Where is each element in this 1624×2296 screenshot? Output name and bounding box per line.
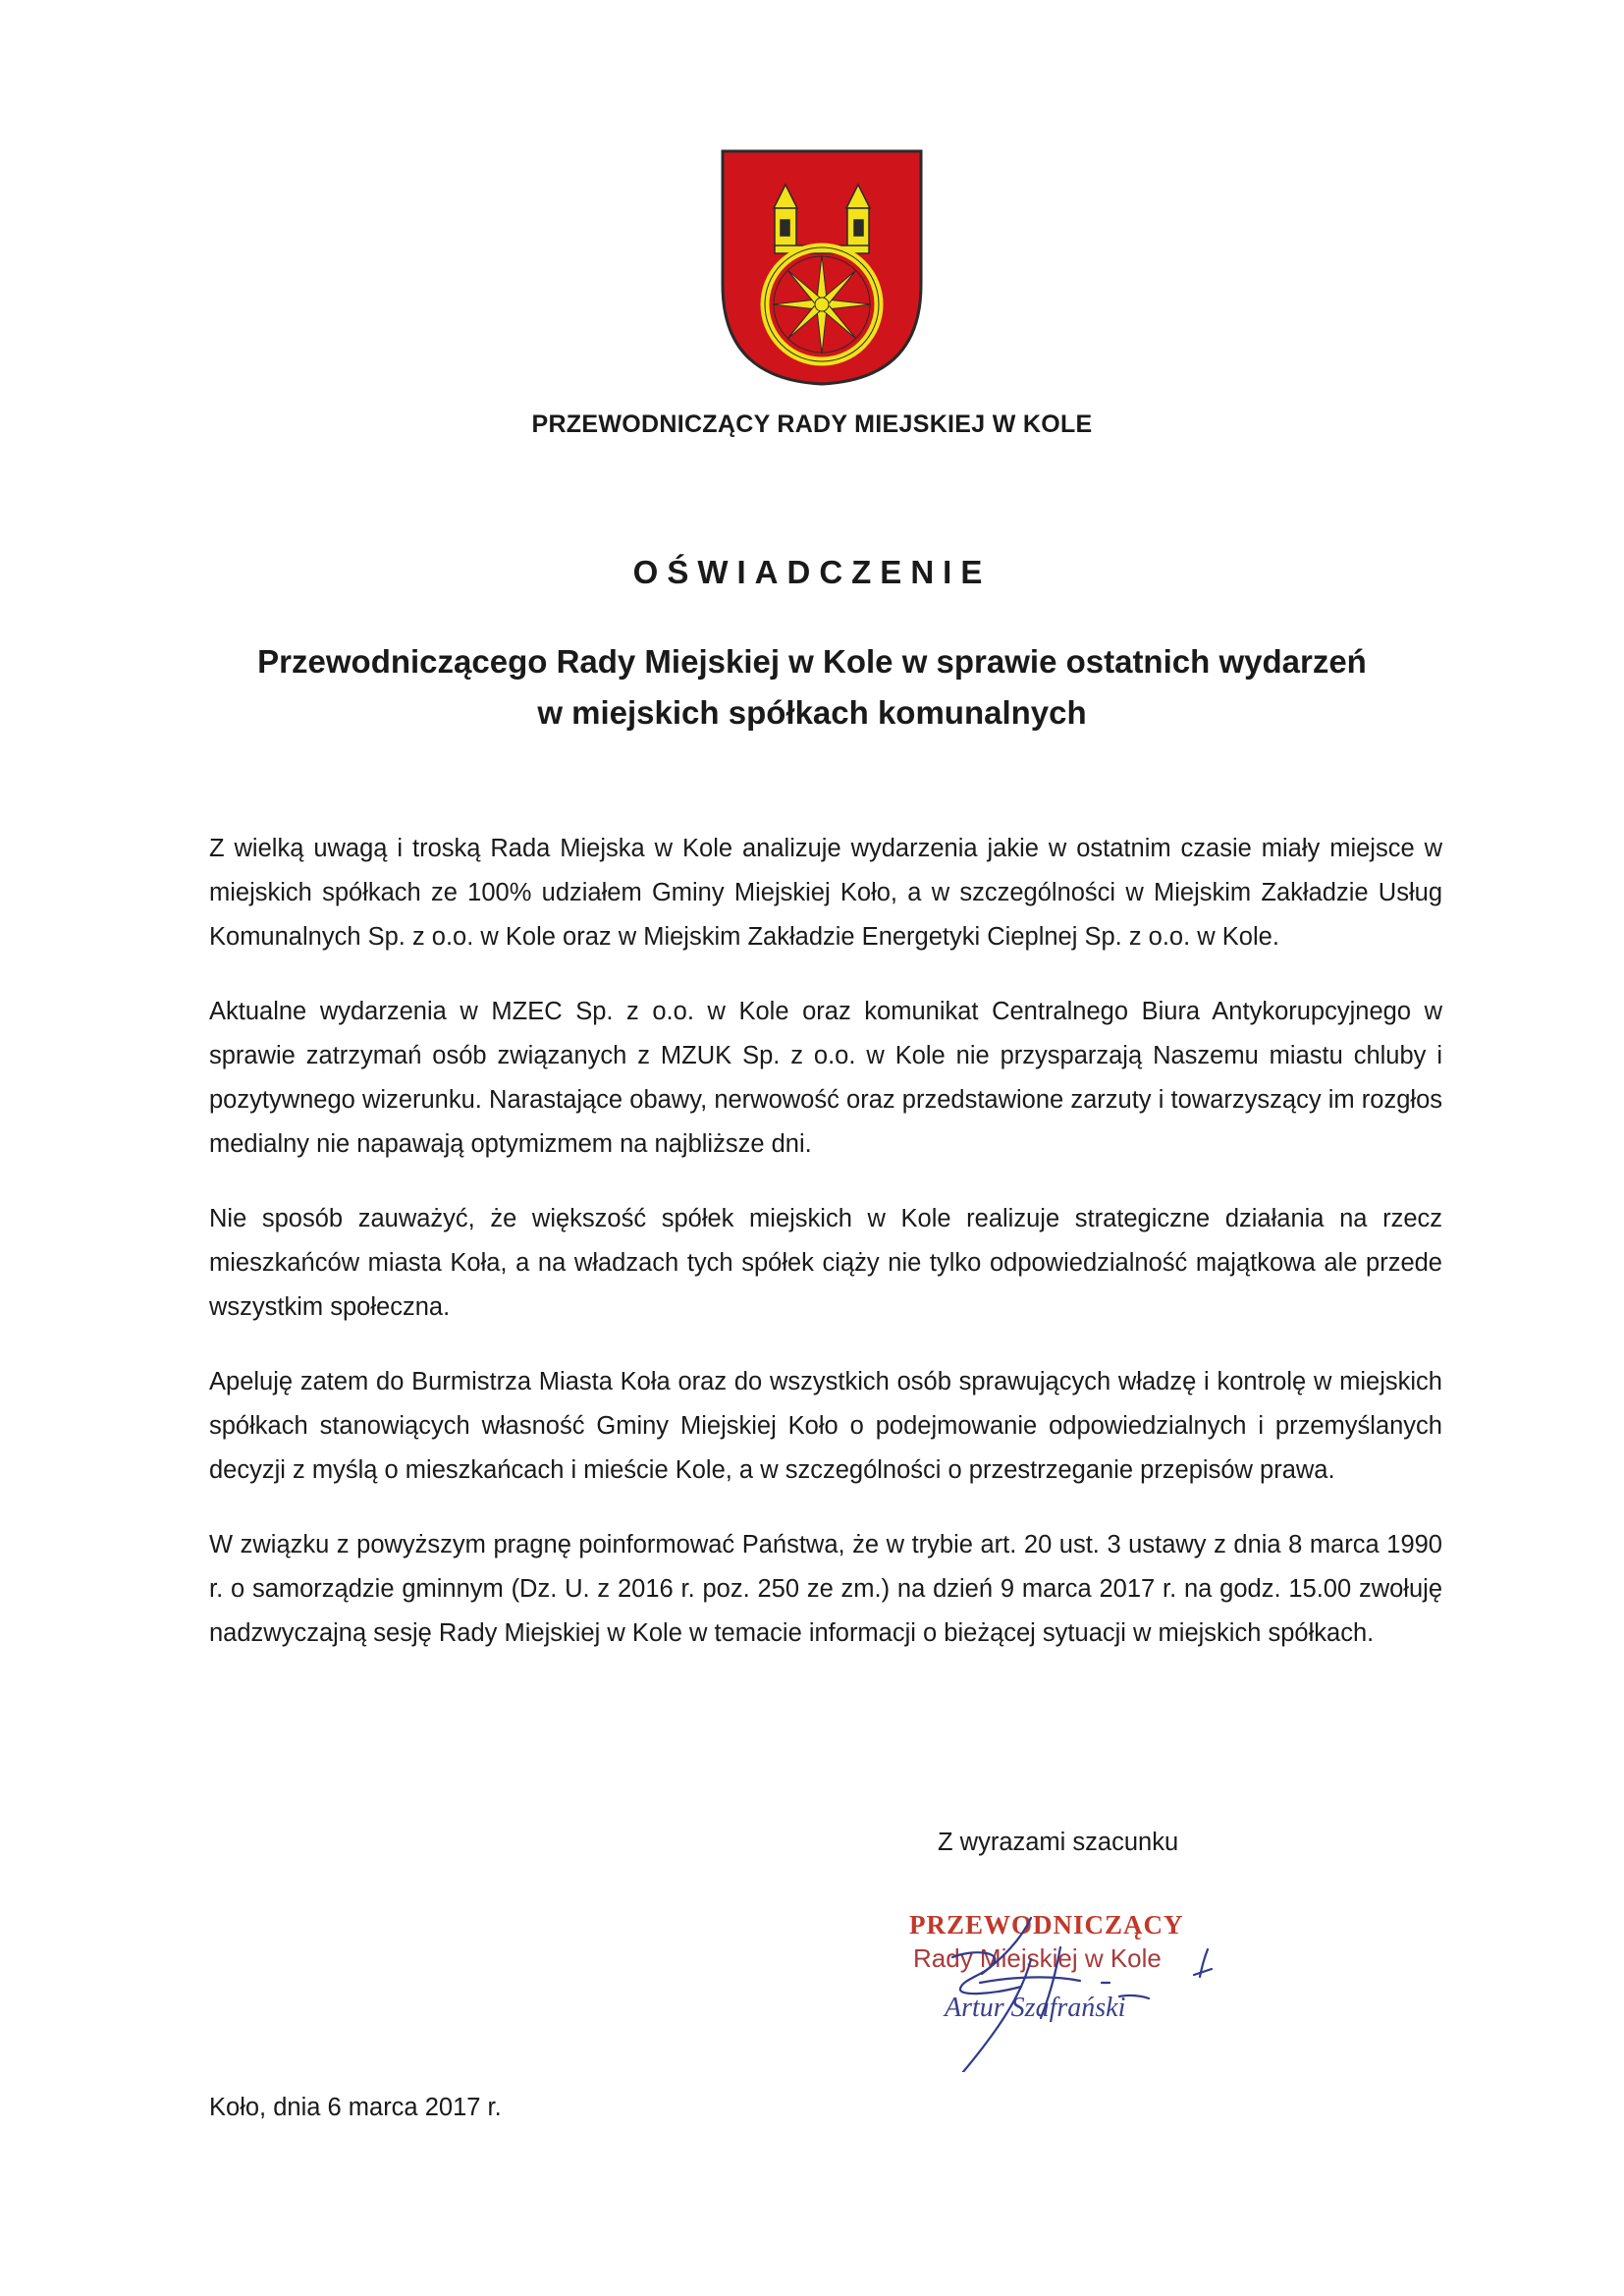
document-title: OŚWIADCZENIE (632, 554, 992, 590)
handwritten-signature (884, 1900, 1237, 2072)
stamp-title: PRZEWODNICZĄCY (909, 1910, 1184, 1940)
coat-of-arms-icon (719, 147, 925, 388)
stamp-organization: Rady Miejskiej w Kole (913, 1943, 1162, 1973)
document-subtitle (177, 636, 1447, 738)
issuer-heading: PRZEWODNICZĄCY RADY MIEJSKIEJ W KOLE (531, 410, 1093, 438)
stamp-name: Artur Szafrański (945, 1993, 1126, 2023)
place-and-date: Koło, dnia 6 marca 2017 r. (209, 2094, 502, 2121)
subtitle-line-1: Przewodniczącego Rady Miejskiej w Kole w sprawie ostatnich wydarzeń (257, 643, 1367, 680)
paragraph-3: Nie sposób zauważyć, że większość spółek miejskich w Kole realizuje strategiczne działania na rzecz mieszkańców miasta Koła, a na władzach tych spółek ciąży nie tylko odpowiedzialność majątkowa ale przede wszystkim społeczna. (209, 1205, 1442, 1321)
paragraph-4: Apeluję zatem do Burmistrza Miasta Koła oraz do wszystkich osób sprawujących władzę i kontrolę w miejskich spółkach stanowiących własność Gminy Miejskiej Koło o podejmowanie odpowiedzialnych i przemyślanych decyzji z myślą o mieszkańcach i mieście Kole, a w szczególności o przestrzeganie przepisów prawa. (209, 1368, 1442, 1484)
paragraph-5: W związku z powyższym pragnę poinformować Państwa, że w trybie art. 20 ust. 3 ustawy z dnia 8 marca 1990 r. o samorządzie gminnym (Dz. U. z 2016 r. poz. 250 ze zm.) na dzień 9 marca 2017 r. na godz. 15.00 zwołuję nadzwyczajną sesję Rady Miejskiej w Kole w temacie informacji o bieżącej sytuacji w miejskich spółkach. (209, 1531, 1442, 1647)
document-body (209, 827, 1442, 1686)
subtitle-line-2: w miejskich spółkach komunalnych (537, 694, 1087, 731)
paragraph-2: Aktualne wydarzenia w MZEC Sp. z o.o. w Kole oraz komunikat Centralnego Biura Antykorupcyjnego w sprawie zatrzymań osób związanych z MZUK Sp. z o.o. w Kole nie przysparzają Naszemu miastu chluby i pozytywnego wizerunku. Narastające obawy, nerwowość oraz przedstawione zarzuty i towarzyszący im rozgłos medialny nie napawają optymizmem na najbliższe dni. (209, 998, 1442, 1158)
crest-wheel-spokes (773, 255, 871, 354)
official-stamp (884, 1900, 1237, 2072)
paragraph-1: Z wielką uwagą i troską Rada Miejska w Kole analizuje wydarzenia jakie w ostatnim czasie miały miejsce w miejskich spółkach ze 100% udziałem Gminy Miejskiej Koło, a w szczególności w Miejskim Zakładzie Usług Komunalnych Sp. z o.o. w Kole oraz w Miejskim Zakładzie Energetyki Cieplnej Sp. z o.o. w Kole. (209, 835, 1442, 951)
closing-phrase: Z wyrazami szacunku (938, 1829, 1179, 1856)
